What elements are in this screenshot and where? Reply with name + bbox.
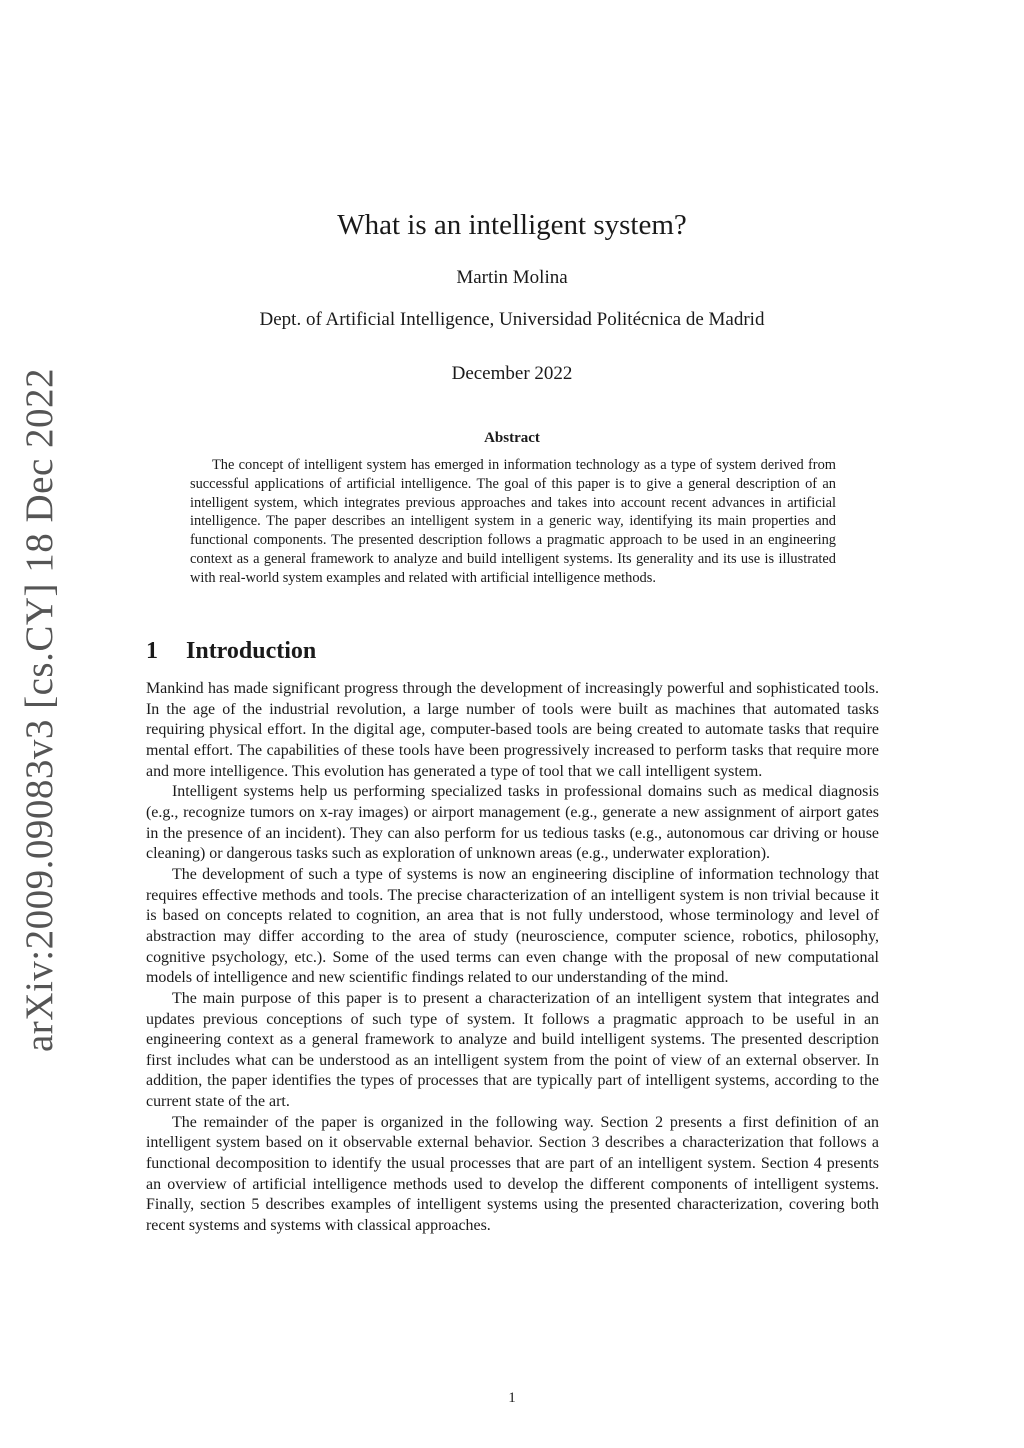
introduction-body <box>146 679 879 1237</box>
paragraph: Intelligent systems help us performing specialized tasks in professional domains such as medical diagnosis (e.g., recognize tumors on x-ray images) or airport management (e.g., generate a new assignment of airport gates in the presence of an incident). They can also perform for us tedious tasks (e.g., autonomous car driving or house cleaning) or dangerous tasks such as exploration of unknown areas (e.g., underwater exploration). <box>146 783 879 863</box>
section-heading-introduction <box>146 636 316 666</box>
paragraph: The main purpose of this paper is to present a characterization of an intelligent system that integrates and updates previous conceptions of such type of system. It follows a pragmatic approach to be useful in an engineering context as a general framework to analyze and build intelligent systems. The presented description first includes what can be understood as an intelligent system from the point of view of an external observer. In addition, the paper identifies the types of processes that are typically part of intelligent systems, according to the current state of the art. <box>146 989 879 1111</box>
page-number: 1 <box>508 1390 516 1406</box>
publication-date: December 2022 <box>451 363 573 384</box>
paragraph: The remainder of the paper is organized in the following way. Section 2 presents a first definition of an intelligent system based on it observable external behavior. Section 3 describes a characterization that follows a functional decomposition to identify the usual processes that are part of an intelligent system. Section 4 presents an overview of artificial intelligence methods used to develop the different components of intelligent systems. Finally, section 5 describes examples of intelligent systems using the presented characterization, covering both recent systems and systems with classical approaches. <box>146 1113 879 1235</box>
abstract-heading: Abstract <box>484 430 540 446</box>
author-affiliation: Dept. of Artificial Intelligence, Universidad Politécnica de Madrid <box>259 309 765 330</box>
paper-title: What is an intelligent system? <box>337 209 687 241</box>
paragraph: The development of such a type of systems is now an engineering discipline of information technology that requires effective methods and tools. The precise characterization of an intelligent system is non trivial because it is based on concepts related to cognition, an area that is not fully understood, whose terminology and level of abstraction may differ according to the area of study (neuroscience, computer science, robotics, philosophy, cognitive psychology, etc.). Some of the used terms can even change with the proposal of new computational models of intelligence and new scientific findings related to our understanding of the mind. <box>146 865 879 987</box>
author-name: Martin Molina <box>456 267 568 288</box>
section-title: Introduction <box>186 638 317 664</box>
paragraph: Mankind has made significant progress through the development of increasingly powerful and sophisticated tools. In the age of the industrial revolution, a large number of tools were built as machines that automated tasks requiring physical effort. In the digital age, computer-based tools are being created to automate tasks that require mental effort. The capabilities of these tools have been progressively increased to perform tasks that require more and more intelligence. This evolution has generated a type of tool that we call intelligent system. <box>146 680 879 780</box>
section-number: 1 <box>146 638 158 664</box>
abstract-body: The concept of intelligent system has emerged in information technology as a type of system derived from successful applications of artificial intelligence. The goal of this paper is to give a general description of an intelligent system, which integrates previous approaches and takes into account recent advances in artificial intelligence. The paper describes an intelligent system in a generic way, identifying its main properties and functional components. The presented description follows a pragmatic approach to be used in an engineering context as a general framework to analyze and build intelligent systems. Its generality and its use is illustrated with real-world system examples and related with artificial intelligence methods. <box>190 457 836 586</box>
arxiv-identifier-stamp: arXiv:2009.09083v3 [cs.CY] 18 Dec 2022 <box>18 367 61 1052</box>
